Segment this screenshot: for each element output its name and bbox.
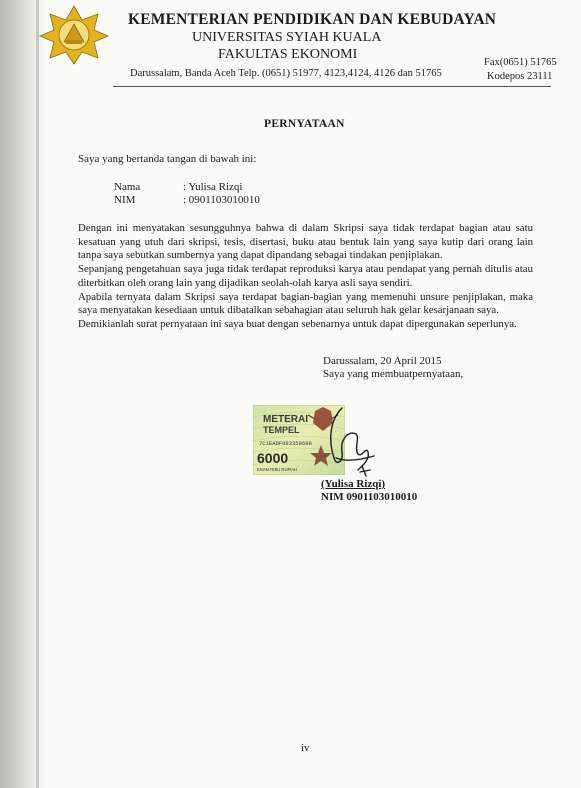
intro-line: Saya yang bertanda tangan di bawah ini: [78,153,257,165]
statement-paragraph: Dengan ini menyatakan sesungguhnya bahwa di dalam Skripsi saya tidak terdapat bagian atau satu kesatuan yang utuh dari skripsi, tesis, disertasi, buku atau bentuk lain yang saya kutip dari orang lain tanpa saya sebutkan sumbernya yang dapat dipandang sebagai tindakan penjiplakan. [78,222,533,262]
stamp-title: METERAI [263,414,308,425]
signature-intro: Saya yang membuatpernyataan, [323,368,464,380]
statement-paragraph: Apabila ternyata dalam Skripsi saya terdapat bagian-bagian yang memenuhi unsure penjiplakan, maka saya menyatakan kesediaan untuk dibatalkan sebahagian atau seluruh hak gelar kesarjanaan saya. [78,290,533,317]
identity-label-name: Nama [114,181,141,193]
statement-paragraph: Demikianlah surat pernyataan ini saya buat dengan sebenarnya untuk dapat dipergunakan seperlunya. [78,317,517,330]
document-title: PERNYATAAN [264,118,345,130]
stamp-subtitle: TEMPEL [263,425,300,435]
letterhead-ministry: KEMENTERIAN PENDIDIKAN DAN KEBUDAYAN [128,11,497,28]
identity-value-name: : Yulisa Rizqi [183,181,243,193]
letterhead-faculty: FAKULTAS EKONOMI [218,47,358,62]
letterhead-university: UNIVERSITAS SYIAH KUALA [192,30,382,45]
page-binding-shadow [0,0,44,788]
stamp-value: 6000 [257,450,289,466]
identity-label-nim: NIM [114,194,136,206]
page-number: iv [301,742,310,754]
signature-place-date: Darussalam, 20 April 2015 [323,355,442,367]
stamp-caption: ENAM RIBU RUPIAH [257,467,298,472]
letterhead-fax: Fax(0651) 51765 [484,57,557,68]
identity-value-nim: : 0901103010010 [183,194,260,206]
handwritten-signature [300,400,380,482]
statement-body [78,222,533,332]
signer-nim: NIM 0901103010010 [321,491,418,503]
letterhead-postcode: Kodepos 23111 [487,71,553,82]
signer-name: (Yulisa Rizqi) [321,478,386,490]
letterhead-divider [113,86,551,87]
stamp-serial: 7C1EADF093358689 [259,440,312,447]
statement-paragraph: Sepanjang pengetahuan saya juga tidak terdapat reproduksi karya atau pendapat yang pernah ditulis atau diterbitkan oleh orang lain yang dijadikan seolah-olah karya asli saya sendiri. [78,263,533,289]
university-emblem-icon [38,4,110,66]
letterhead-address: Darussalam, Banda Aceh Telp. (0651) 51977, 4123,4124, 4126 dan 51765 [130,68,442,79]
